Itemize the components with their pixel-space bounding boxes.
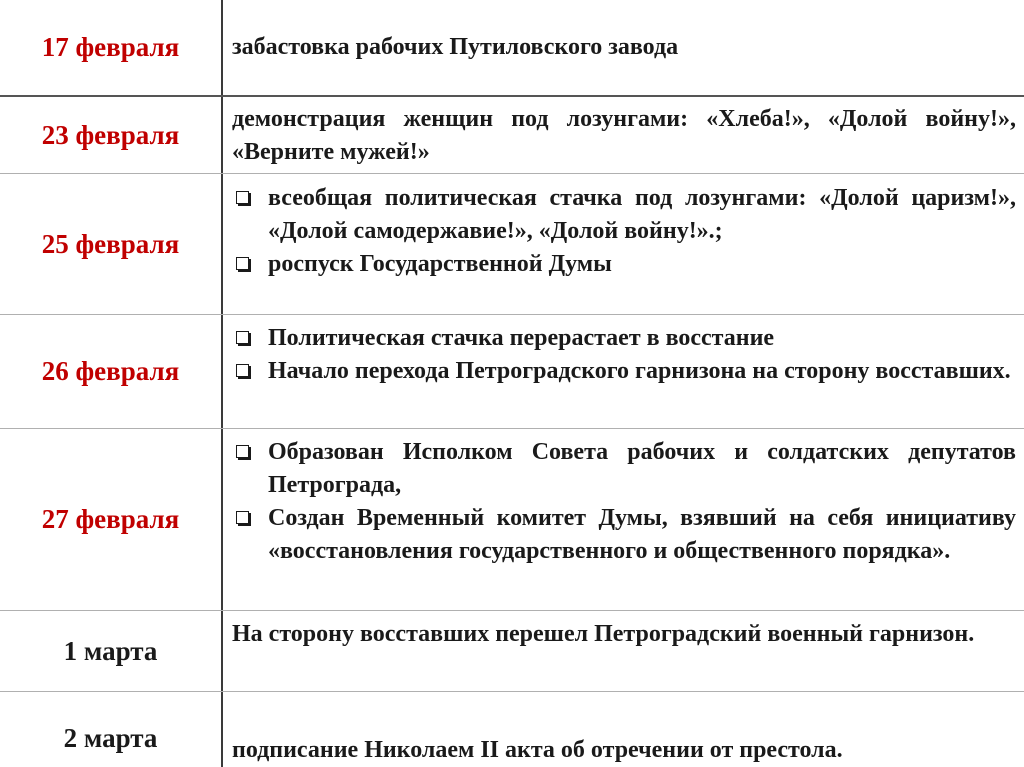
checkbox-bullet-icon [236, 191, 249, 204]
row-content [232, 103, 1016, 169]
row-text: демонстрация женщин под лозунгами: «Хлеба!», «Долой войну!», «Верните мужей!» [232, 106, 1016, 165]
table-row [0, 174, 1024, 315]
row-date: 23 февраля [41, 119, 180, 150]
checkbox-bullet-icon [236, 445, 249, 458]
table-row [0, 611, 1024, 692]
row-date: 26 февраля [41, 356, 180, 386]
row-text: подписание Николаем II акта об отречении от престола. [232, 737, 843, 763]
row-date: 17 февраля [41, 32, 180, 62]
table-row [0, 315, 1024, 429]
event-list [232, 182, 1016, 281]
event-list [232, 322, 1016, 388]
table-row [0, 97, 1024, 174]
list-item-text: всеобщая политическая стачка под лозунгами: «Долой царизм!», «Долой самодержавие!», «Долой войну!».; [268, 185, 1016, 244]
table-row [0, 0, 1024, 97]
list-item [232, 355, 1016, 388]
row-content [232, 182, 1016, 281]
list-item-text: роспуск Государственной Думы [268, 251, 612, 277]
row-content [232, 31, 1016, 64]
row-date: 25 февраля [41, 228, 180, 259]
table-row [0, 429, 1024, 611]
row-date: 27 февраля [41, 504, 180, 534]
list-item [232, 502, 1016, 568]
row-content [232, 322, 1016, 388]
event-list [232, 436, 1016, 568]
list-item-text: Начало перехода Петроградского гарнизона на сторону восставших. [268, 358, 1011, 384]
checkbox-bullet-icon [236, 257, 249, 270]
row-date: 2 марта [63, 723, 158, 753]
list-item [232, 182, 1016, 248]
list-item-text: Образован Исполком Совета рабочих и солдатских депутатов Петрограда, [268, 439, 1016, 498]
list-item [232, 248, 1016, 281]
row-date: 1 марта [63, 635, 158, 666]
checkbox-bullet-icon [236, 511, 249, 524]
list-item-text: Создан Временный комитет Думы, взявший на себя инициативу «восстановления государственного и общественного порядка». [268, 505, 1016, 564]
row-text: На сторону восставших перешел Петроградский военный гарнизон. [232, 621, 975, 647]
table-row [0, 692, 1024, 767]
list-item [232, 436, 1016, 502]
list-item-text: Политическая стачка перерастает в восстание [268, 325, 775, 351]
checkbox-bullet-icon [236, 364, 249, 377]
checkbox-bullet-icon [236, 331, 249, 344]
list-item [232, 322, 1016, 355]
row-content [232, 734, 1016, 767]
row-content [232, 618, 1016, 651]
row-content [232, 436, 1016, 568]
row-text: забастовка рабочих Путиловского завода [232, 34, 679, 60]
